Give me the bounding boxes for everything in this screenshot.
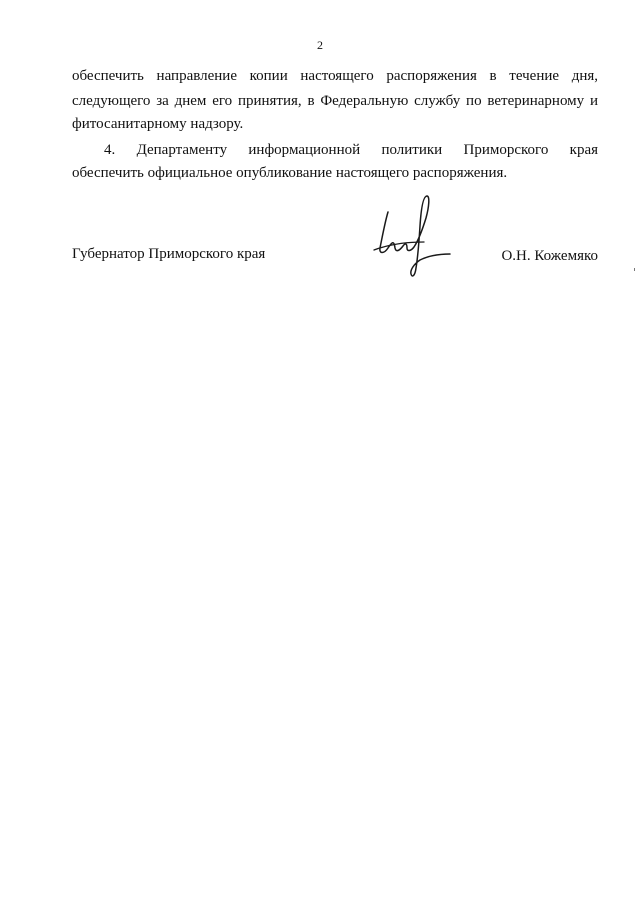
signer-title: Губернатор Приморского края: [72, 246, 266, 262]
paragraph-3-line-3: фитосанитарному надзору.: [72, 116, 244, 132]
scan-mark: [634, 268, 635, 271]
paragraph-3-line-2: следующего за днем его принятия, в Федеральную службу по ветеринарному и: [72, 93, 598, 109]
page-number: 2: [317, 38, 323, 52]
signature-block: [72, 244, 598, 268]
paragraph-4-line-2: обеспечить официальное опубликование настоящего распоряжения.: [72, 165, 508, 181]
paragraph-3-line-1: обеспечить направление копии настоящего распоряжения в течение дня,: [72, 68, 598, 84]
signer-name: О.Н. Кожемяко: [501, 248, 598, 264]
paragraph-4-line-1: 4. Департаменту информационной политики Приморского края: [104, 142, 598, 158]
handwritten-signature: [372, 190, 456, 282]
